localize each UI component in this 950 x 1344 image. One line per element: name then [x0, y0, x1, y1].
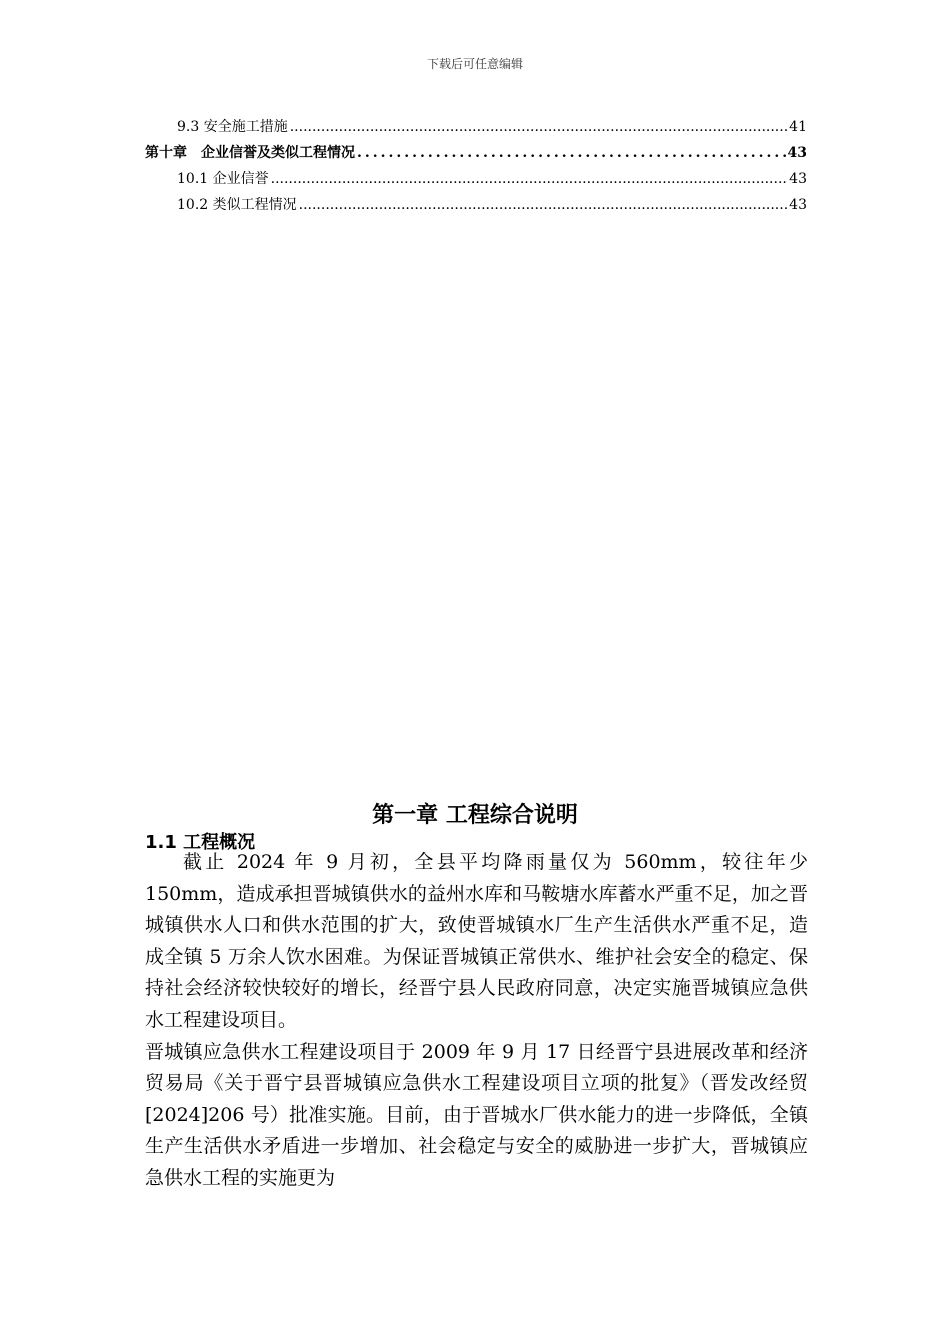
page-header-note: 下载后可任意编辑: [426, 57, 523, 71]
paragraph: 晋城镇应急供水工程建设项目于 2009 年 9 月 17 日经晋宁县进展改革和经济贸易局《关于晋宁县晋城镇应急供水工程建设项目立项的批复》（晋发改经贸[2024]206 号）批准实施。目前，由于晋城水厂供水能力的进一步降低，全镇生产生活供水矛盾进一步增加、社会稳定与安全的威胁进一步扩大，晋城镇应急供水工程的实施更为: [145, 1040, 808, 1189]
body-text: [145, 847, 808, 1195]
toc-entry-label: 10.2 类似工程情况: [177, 197, 297, 213]
toc-entry-page: 43: [789, 171, 807, 187]
toc-entry-chapter-10[interactable]: [145, 140, 807, 166]
toc-entry-page: 43: [789, 197, 807, 213]
toc-entry-label: 10.1 企业信誉: [177, 171, 269, 187]
table-of-contents: [145, 114, 807, 218]
paragraph: 截止 2024 年 9 月初，全县平均降雨量仅为 560mm，较往年少 150mm，造成承担晋城镇供水的益州水库和马鞍塘水库蓄水严重不足，加之晋城镇供水人口和供水范围的扩大，致使晋城镇水厂生产生活供水严重不足，造成全镇 5 万余人饮水困难。为保证晋城镇正常供水、维护社会安全的稳定、保持社会经济较快较好的增长，经晋宁县人民政府同意，决定实施晋城镇应急供水工程建设项目。: [145, 851, 808, 1031]
section-title: 1.1 工程概况: [145, 832, 256, 853]
toc-entry-page: 41: [789, 119, 807, 135]
toc-entry-10-1[interactable]: [145, 166, 807, 192]
toc-leader: [357, 140, 786, 166]
toc-leader: [290, 114, 787, 140]
toc-entry-9-3[interactable]: [145, 114, 807, 140]
toc-entry-page: 43: [787, 145, 807, 161]
chapter-title: 第一章 工程综合说明: [372, 802, 578, 828]
toc-leader: [299, 192, 788, 218]
toc-entry-label: 第十章 企业信誉及类似工程情况: [145, 145, 355, 161]
toc-entry-label: 9.3 安全施工措施: [177, 119, 288, 135]
toc-leader: [271, 166, 788, 192]
toc-entry-10-2[interactable]: [145, 192, 807, 218]
